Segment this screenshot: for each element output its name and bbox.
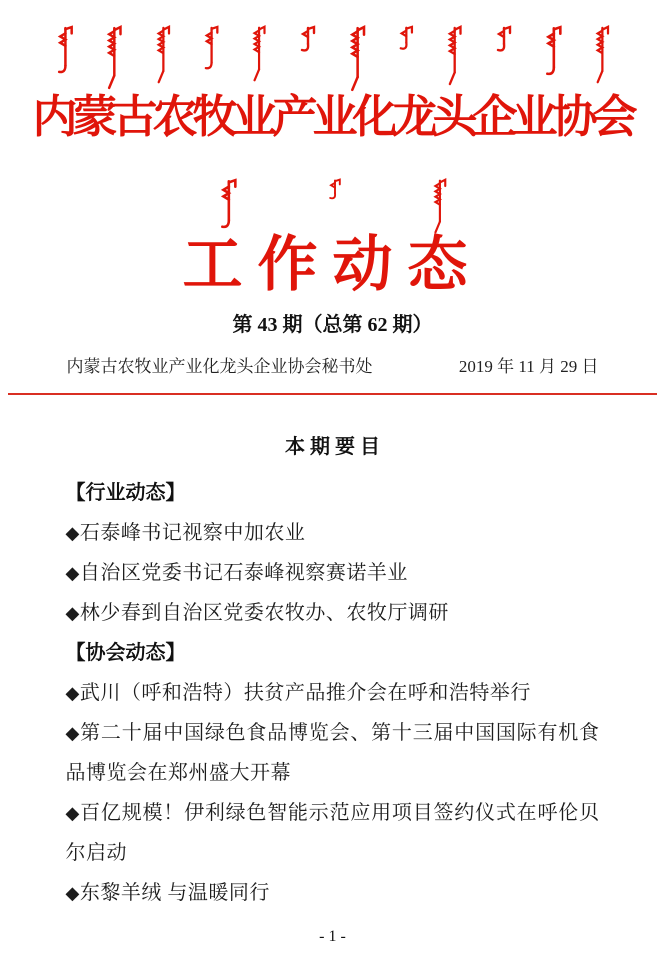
- toc-list: [66, 473, 600, 913]
- toc-item-label: 百亿规模！伊利绿色智能示范应用项目签约仪式在呼伦贝尔启动: [65, 801, 600, 864]
- toc-section-header: 【协会动态】: [65, 641, 186, 664]
- diamond-bullet-icon: ◆: [65, 722, 81, 743]
- toc-item-label: 东黎羊绒 与温暖同行: [79, 881, 270, 904]
- mongolian-word-icon: [250, 25, 266, 83]
- mongolian-word-icon: [445, 25, 462, 87]
- publication-date: 2019 年 11 月 29 日: [458, 357, 599, 376]
- toc-item: [66, 793, 600, 873]
- issue-number: 第 43 期（总第 62 期）: [232, 314, 433, 336]
- mongolian-word-icon: [397, 25, 414, 53]
- toc-heading: 本 期 要 目: [285, 435, 380, 458]
- mongolian-word-icon: [218, 178, 238, 230]
- page-number: - 1 -: [319, 928, 346, 945]
- mongolian-word-icon: [327, 178, 341, 202]
- toc-item-label: 自治区党委书记石泰峰视察赛诺羊业: [79, 561, 408, 584]
- toc-item-label: 武川（呼和浩特）扶贫产品推介会在呼和浩特举行: [79, 681, 531, 704]
- toc-section-header: 【行业动态】: [65, 481, 186, 504]
- toc-item: [66, 873, 600, 913]
- toc-item: [66, 553, 600, 593]
- diamond-bullet-icon: ◆: [65, 522, 80, 543]
- diamond-bullet-icon: ◆: [65, 882, 80, 903]
- diamond-bullet-icon: ◆: [65, 682, 80, 703]
- toc-item-label: 林少春到自治区党委农牧办、农牧厅调研: [79, 601, 449, 624]
- diamond-bullet-icon: ◆: [65, 602, 80, 623]
- mongolian-word-icon: [298, 25, 316, 55]
- toc-item: [66, 713, 600, 793]
- organization-name: 内蒙古农牧业产业化龙头企业协会: [32, 92, 633, 142]
- mongolian-script-row-subtitle: [218, 178, 448, 235]
- mongolian-script-row-top: [55, 25, 611, 93]
- mongolian-word-icon: [543, 25, 563, 77]
- mongolian-word-icon: [104, 25, 123, 91]
- toc-item: [66, 513, 600, 553]
- mongolian-word-icon: [55, 25, 74, 75]
- toc-item: [66, 593, 600, 633]
- mongolian-word-icon: [593, 25, 610, 85]
- toc-item-label: 第二十届中国绿色食品博览会、第十三届中国国际有机食品博览会在郑州盛大开幕: [65, 721, 600, 784]
- mongolian-word-icon: [431, 178, 447, 235]
- mongolian-word-icon: [494, 25, 512, 55]
- mongolian-word-icon: [347, 25, 366, 93]
- toc-item: [66, 673, 600, 713]
- toc-item-label: 石泰峰书记视察中加农业: [79, 521, 306, 544]
- red-divider-rule: [8, 393, 657, 395]
- document-title: 工作动态: [182, 232, 483, 298]
- mongolian-word-icon: [154, 25, 171, 85]
- diamond-bullet-icon: ◆: [65, 562, 80, 583]
- publisher-row: [67, 358, 599, 377]
- diamond-bullet-icon: ◆: [65, 802, 81, 823]
- mongolian-word-icon: [202, 25, 219, 71]
- publisher-name: 内蒙古农牧业产业化龙头企业协会秘书处: [66, 357, 373, 376]
